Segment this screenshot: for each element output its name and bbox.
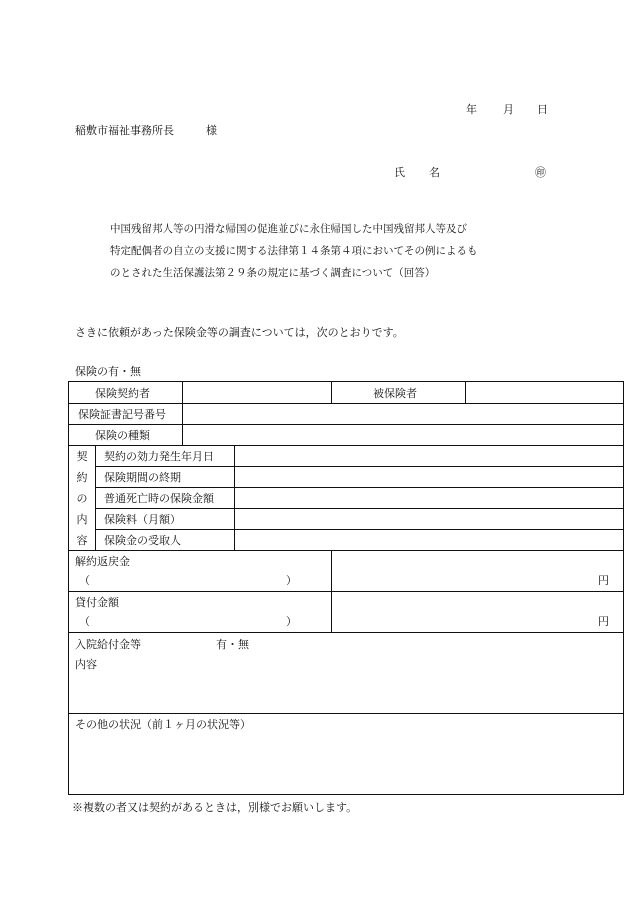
name-label-1: 氏 bbox=[394, 166, 405, 179]
insurance-type-label: 保険の種類 bbox=[95, 429, 150, 442]
insured-label: 被保険者 bbox=[373, 387, 417, 400]
surrender-value-label: 解約返戻金 bbox=[75, 555, 130, 568]
name-label-2: 名 bbox=[429, 166, 440, 179]
hospital-content-label: 内容 bbox=[75, 658, 97, 671]
recipient: 稲敷市福祉事務所長 bbox=[75, 124, 174, 137]
other-status-label: その他の状況（前１ヶ月の状況等） bbox=[75, 718, 251, 731]
contract-row-effective-date: 契約の効力発生年月日 bbox=[104, 450, 214, 463]
yen-label: 円 bbox=[598, 615, 609, 628]
contract-row-premium: 保険料（月額） bbox=[104, 513, 181, 526]
paren-open: （ bbox=[79, 615, 90, 628]
hospital-yes-no: 有・無 bbox=[216, 638, 249, 651]
contract-row-period-end: 保険期間の終期 bbox=[104, 471, 181, 484]
loan-amount-label: 貸付金額 bbox=[75, 596, 119, 609]
contract-vertical-char: 容 bbox=[76, 534, 88, 547]
footnote: ※複数の者又は契約があるときは，別様でお願いします。 bbox=[72, 801, 358, 814]
contract-vertical-char: 契 bbox=[76, 450, 88, 463]
month-label: 月 bbox=[503, 103, 514, 116]
contract-vertical-char: の bbox=[76, 492, 88, 505]
policyholder-label: 保険契約者 bbox=[95, 387, 150, 400]
day-label: 日 bbox=[537, 103, 548, 116]
paren-open: （ bbox=[79, 574, 90, 587]
contract-row-death-benefit: 普通死亡時の保険金額 bbox=[104, 492, 214, 505]
year-label: 年 bbox=[466, 103, 477, 116]
table-title: 保険の有・無 bbox=[75, 365, 141, 378]
contract-vertical-char: 約 bbox=[76, 471, 88, 484]
subject-line-1: 中国残留邦人等の円滑な帰国の促進並びに永住帰国した中国残留邦人等及び bbox=[110, 223, 467, 235]
paren-close: ） bbox=[286, 615, 297, 628]
honorific: 様 bbox=[206, 124, 217, 137]
intro-text: さきに依頼があった保険金等の調査については，次のとおりです。 bbox=[75, 326, 404, 339]
yen-label: 円 bbox=[598, 574, 609, 587]
subject-line-2: 特定配偶者の自立の支援に関する法律第１４条第４項においてその例によるも bbox=[110, 245, 478, 257]
contract-vertical-char: 内 bbox=[76, 513, 88, 526]
seal-mark: ㊞ bbox=[535, 166, 546, 179]
contract-row-beneficiary: 保険金の受取人 bbox=[104, 534, 181, 547]
paren-close: ） bbox=[286, 574, 297, 587]
subject-line-3: のとされた生活保護法第２９条の規定に基づく調査について（回答） bbox=[110, 267, 436, 279]
hospital-benefits-label: 入院給付金等 bbox=[75, 638, 141, 651]
certificate-number-label: 保険証書記号番号 bbox=[78, 408, 166, 421]
